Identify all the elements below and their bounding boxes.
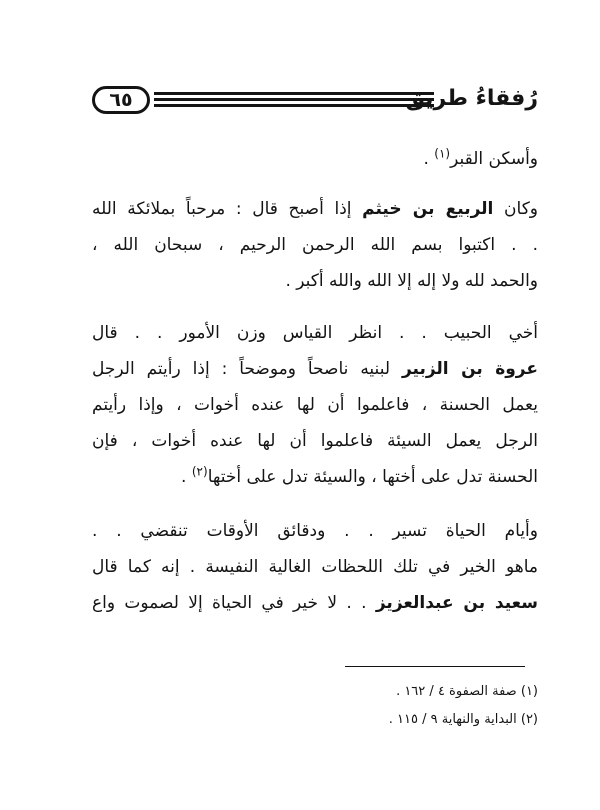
footnote-ref: (٢) xyxy=(191,464,208,479)
text-line: الحسنة تدل على أختها ، والسيئة تدل على أختها$^{(٢)}$ . xyxy=(181,464,538,487)
footnote: (١) صفة الصفوة ٤ / ١٦٢ . xyxy=(396,684,538,699)
person-name: الربيع بن خيثم xyxy=(362,199,494,219)
person-name: سعيد بن عبدالعزيز xyxy=(375,593,538,613)
text-line: . . اكتبوا بسم الله الرحمن الرحيم ، سبحان الله ، xyxy=(92,235,538,255)
header-rule xyxy=(154,92,434,95)
header-rule xyxy=(154,98,434,101)
text-line: سعيد بن عبدالعزيز . . لا خير في الحياة إلا لصموت واع xyxy=(92,593,538,613)
page-number: ٦٥ xyxy=(92,86,150,114)
text-line: وكان الربيع بن خيثم إذا أصبح قال : مرحباً بملائكة الله xyxy=(92,199,538,219)
text-line: عروة بن الزبير لبنيه ناصحاً وموضحاً : إذا رأيتم الرجل xyxy=(92,359,538,379)
person-name: عروة بن الزبير xyxy=(401,359,538,379)
text-line: ماهو الخير في تلك اللحظات الغالية النفيسة . إنه كما قال xyxy=(92,557,538,577)
book-title: رُفقاءُ طريق xyxy=(405,86,538,111)
footnote-ref: (١) xyxy=(434,146,451,161)
text-line: أخي الحبيب . . انظر القياس وزن الأمور . . قال xyxy=(92,323,538,343)
text-line: والحمد لله ولا إله إلا الله والله أكبر . xyxy=(285,271,538,291)
header-rule xyxy=(154,104,434,107)
footnote-separator xyxy=(345,666,525,667)
footnote: (٢) البداية والنهاية ٩ / ١١٥ . xyxy=(388,712,538,727)
page-header xyxy=(92,84,538,124)
text-line: يعمل الحسنة ، فاعلموا أن لها عنده أخوات ، وإذا رأيتم xyxy=(92,395,538,415)
text-line: وأسكن القبر$^{(١)}$ . xyxy=(423,146,538,169)
text-line: وأيام الحياة تسير . . ودقائق الأوقات تنقضي . . xyxy=(92,521,538,541)
text-line: الرجل يعمل السيئة فاعلموا أن لها عنده أخوات ، فإن xyxy=(92,431,538,451)
